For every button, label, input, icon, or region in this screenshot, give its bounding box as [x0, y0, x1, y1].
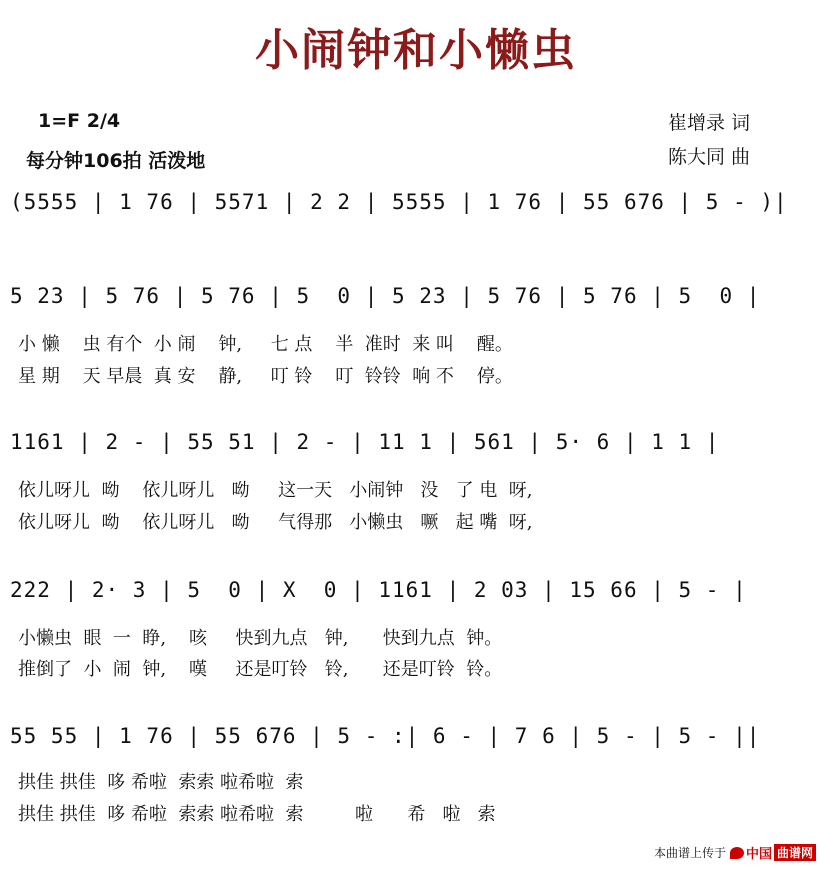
tempo-marking: 每分钟106拍 活泼地	[26, 150, 206, 172]
notation-line-4: 55 55 | 1 76 | 55 676 | 5 - :| 6 - | 7 6 | 5 - | 5 - ||	[10, 724, 761, 748]
lyric-line-3b: 推倒了 小 闹 钟, 嘆 还是叮铃 铃, 还是叮铃 铃。	[18, 659, 503, 680]
logo-text: 中国	[745, 847, 772, 862]
notation-line-1: 5 23 | 5 76 | 5 76 | 5 0 | 5 23 | 5 76 | 5 76 | 5 0 |	[10, 284, 761, 308]
notation-line-intro: (5555 | 1 76 | 5571 | 2 2 | 5555 | 1 76 | 55 676 | 5 - )|	[10, 190, 788, 214]
page-title: 小闹钟和小懒虫	[255, 25, 577, 76]
notation-line-2: 1161 | 2 - | 55 51 | 2 - | 11 1 | 561 | 5· 6 | 1 1 |	[10, 430, 720, 454]
lyric-line-1b: 星 期 天 早晨 真 安 静, 叮 铃 叮 铃铃 响 不 停。	[18, 366, 513, 387]
lyric-line-4b: 拱佳 拱佳 哆 希啦 索索 啦希啦 索 啦 希 啦 索	[18, 804, 496, 825]
lyricist-credit: 崔增录 词	[668, 112, 751, 134]
lyric-line-2b: 依儿呀儿 呦 依儿呀儿 呦 气得那 小懒虫 噘 起 嘴 呀,	[18, 512, 533, 533]
lyric-line-3a: 小懒虫 眼 一 睁, 咳 快到九点 钟, 快到九点 钟。	[18, 628, 503, 649]
lyric-line-1a: 小 懒 虫 有个 小 闹 钟, 七 点 半 准时 来 叫 醒。	[18, 334, 513, 355]
upload-credit	[654, 843, 816, 862]
logo-suffix: 曲谱网	[774, 844, 816, 861]
logo-icon	[730, 847, 744, 859]
lyric-line-2a: 依儿呀儿 呦 依儿呀儿 呦 这一天 小闹钟 没 了 电 呀,	[18, 480, 533, 501]
lyric-line-4a: 拱佳 拱佳 哆 希啦 索索 啦希啦 索	[18, 772, 304, 793]
key-signature: 1=F 2/4	[38, 110, 121, 132]
notation-line-3: 222 | 2· 3 | 5 0 | X 0 | 1161 | 2 03 | 15 66 | 5 - |	[10, 578, 747, 602]
site-logo[interactable]	[730, 843, 816, 862]
composer-credit: 陈大同 曲	[668, 146, 751, 168]
credit-text: 本曲谱上传于	[653, 846, 726, 860]
